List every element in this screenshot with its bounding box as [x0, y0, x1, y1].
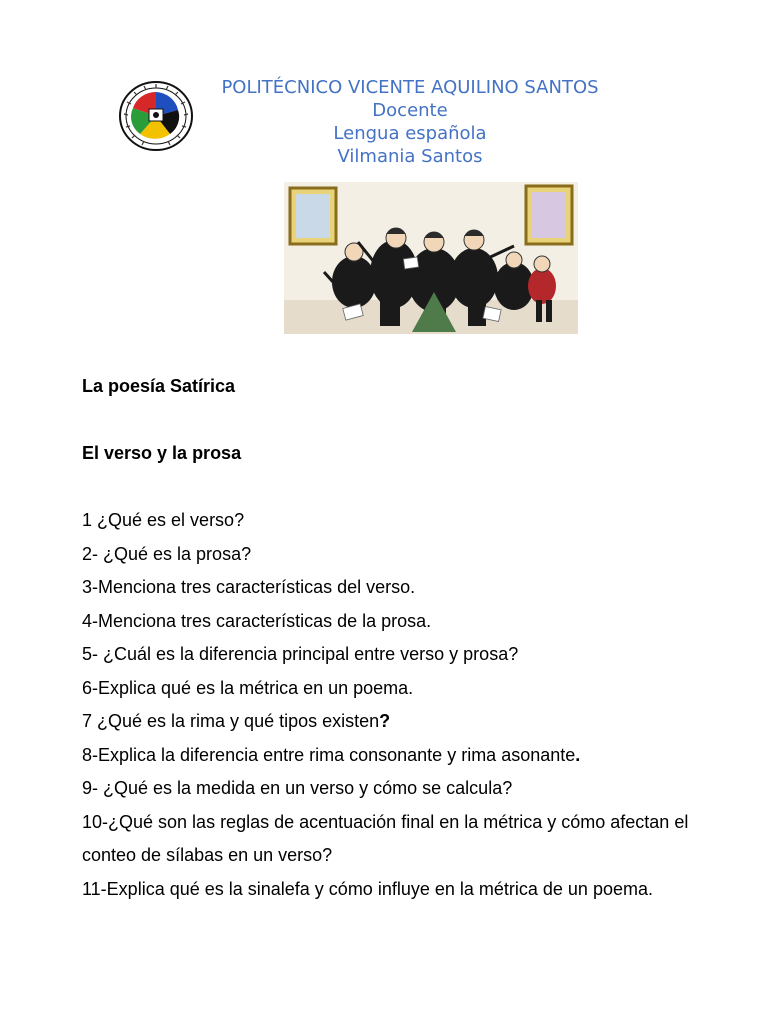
question-item: 8-Explica la diferencia entre rima consonante y rima asonante.	[82, 744, 581, 765]
document-title: La poesía Satírica	[82, 376, 236, 396]
blank-line	[82, 404, 722, 438]
question-item: 1 ¿Qué es el verso?	[82, 510, 245, 530]
document-header	[150, 76, 670, 168]
document-body	[82, 370, 722, 906]
question-item: 9- ¿Qué es la medida en un verso y cómo se calcula?	[82, 778, 513, 798]
question-item: 11-Explica qué es la sinalefa y cómo influye en la métrica de un poema.	[82, 878, 653, 899]
question-item: 6-Explica qué es la métrica en un poema.	[82, 677, 414, 698]
question-list	[82, 504, 722, 906]
question-item: 10-¿Qué son las reglas de acentuación final en la métrica y cómo afectan el conteo de sílabas en un verso?	[82, 811, 689, 865]
question-item: 4-Menciona tres características de la prosa.	[82, 610, 432, 631]
question-item: 5- ¿Cuál es la diferencia principal entre verso y prosa?	[82, 644, 519, 664]
satirical-cartoon-illustration-icon	[284, 182, 578, 334]
subject-label: Lengua española	[333, 123, 487, 144]
question-item: 3-Menciona tres características del verso.	[82, 577, 416, 597]
question-item: 7 ¿Qué es la rima y qué tipos existen?	[82, 711, 391, 731]
document-subtitle: El verso y la prosa	[82, 443, 242, 463]
teacher-name: Vilmania Santos	[337, 146, 483, 167]
blank-line	[82, 471, 722, 505]
institution-name: POLITÉCNICO VICENTE AQUILINO SANTOS	[221, 77, 599, 98]
question-item: 2- ¿Qué es la prosa?	[82, 543, 252, 564]
role-label: Docente	[372, 100, 448, 121]
